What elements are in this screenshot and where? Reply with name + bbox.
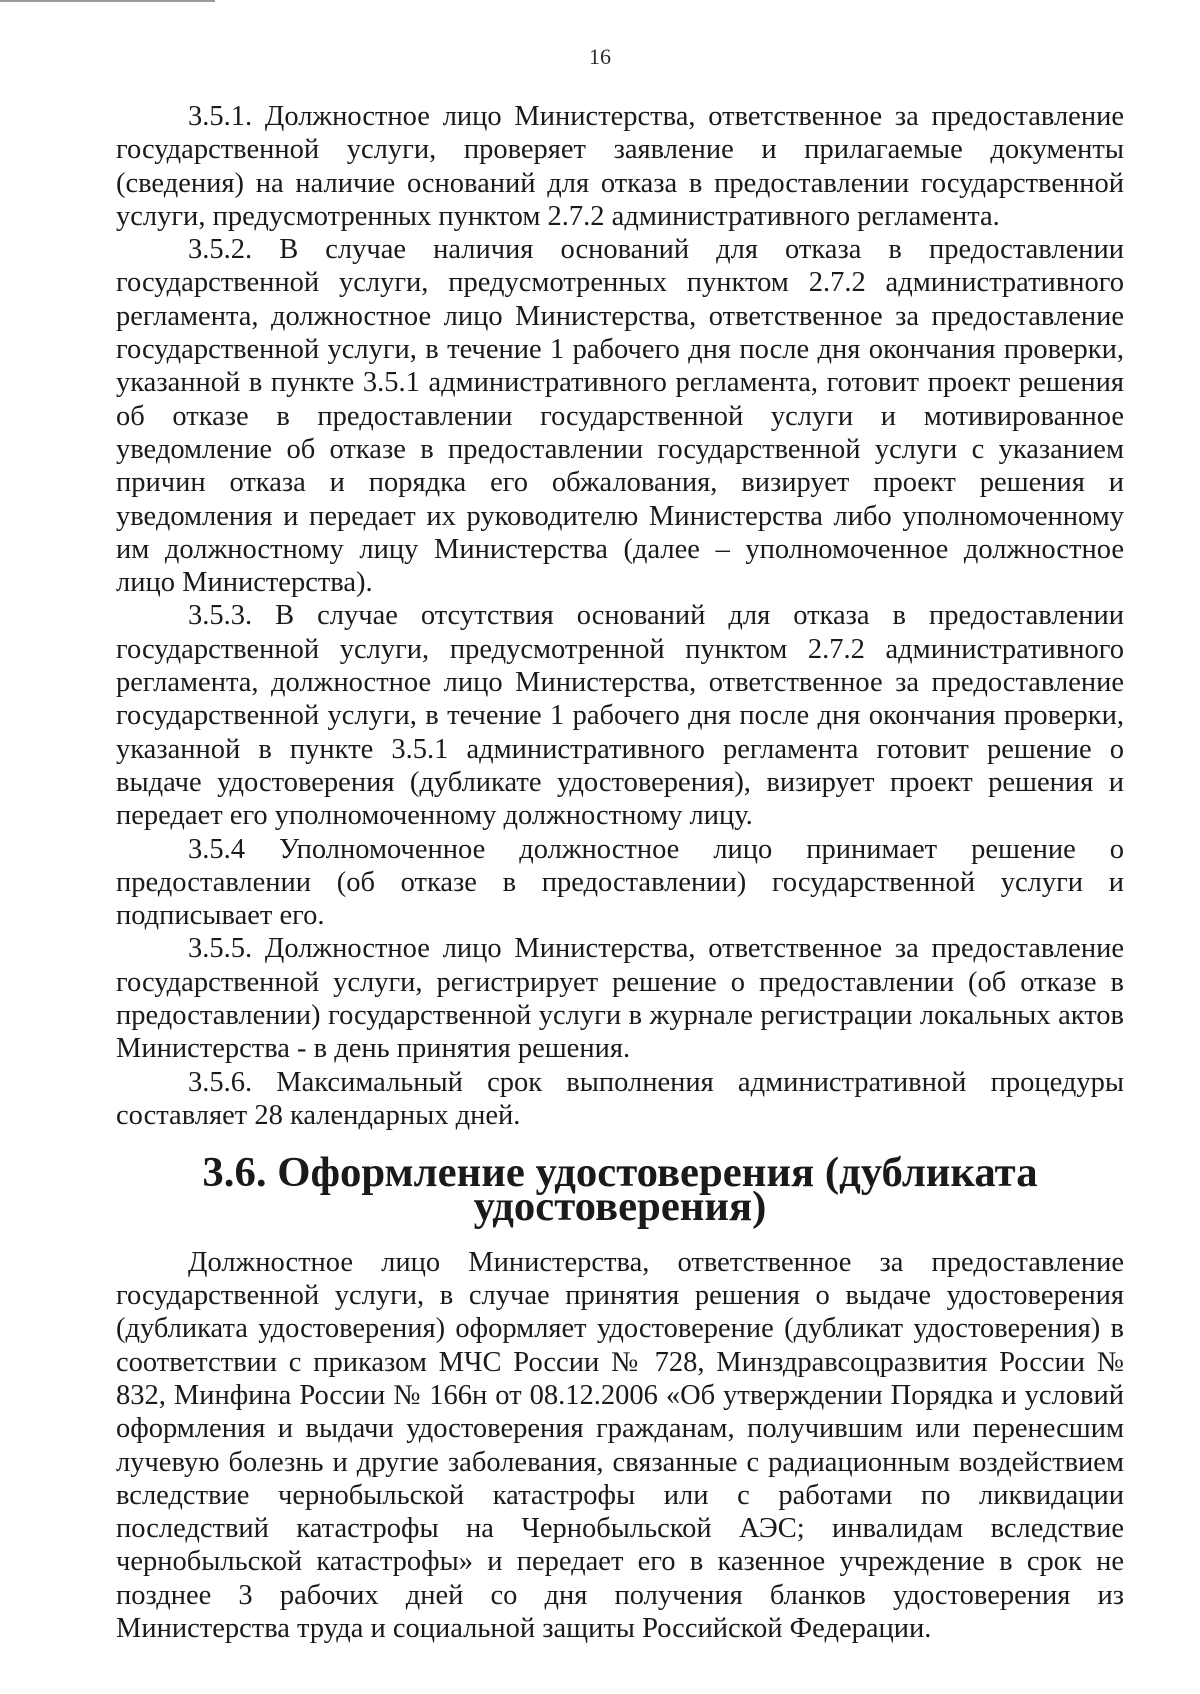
document-body <box>116 100 1124 1645</box>
paragraph-3-5-3: 3.5.3. В случае отсутствия оснований для отказа в предоставлении государственной услуги, предусмотренной пунктом 2.7.2 административного регламента, должностное лицо Министерства, ответственное за предоставление государственной услуги, в течение 1 рабочего дня после дня окончания проверки, указанной в пункте 3.5.1 административного регламента готовит решение о выдаче удостоверения (дубликате удостоверения), визирует проект решения и передает его уполномоченному должностному лицу. <box>116 600 1124 832</box>
paragraph-3-5-1: 3.5.1. Должностное лицо Министерства, ответственное за предоставление государственной услуги, проверяет заявление и прилагаемые документы (сведения) на наличие оснований для отказа в предоставлении государственной услуги, предусмотренных пунктом 2.7.2 административного регламента. <box>116 101 1124 232</box>
page-number: 16 <box>589 44 611 69</box>
paragraph-3-5-4: 3.5.4 Уполномоченное должностное лицо принимает решение о предоставлении (об отказе в предоставлении) государственной услуги и подписывает его. <box>116 833 1124 932</box>
section-heading-3-6: 3.6. Оформление удостоверения (дубликата удостоверения) <box>202 1149 1038 1230</box>
paragraph-3-5-5: 3.5.5. Должностное лицо Министерства, ответственное за предоставление государственной услуги, регистрирует решение о предоставлении (об отказе в предоставлении) государственной услуги в журнале регистрации локальных актов Министерства - в день принятия решения. <box>116 933 1124 1065</box>
paragraph-3-6-body: Должностное лицо Министерства, ответственное за предоставление государственной услуги, в случае принятия решения о выдаче удостоверения (дубликата удостоверения) оформляет удостоверение (дубликат удостоверения) в соответствии с приказом МЧС России № 728, Минздравсоцразвития России № 832, Минфина России № 166н от 08.12.2006 «Об утверждении Порядка и условий оформления и выдачи удостоверения гражданам, получившим или перенесшим лучевую болезнь и другие заболевания, связанные с радиационным воздействием вследствие чернобыльской катастрофы или с работами по ликвидации последствий катастрофы на Чернобыльской АЭС; инвалидам вследствие чернобыльской катастрофы» и передает его в казенное учреждение в срок не позднее 3 рабочих дней со дня получения бланков удостоверения из Министерства труда и социальной защиты Российской Федерации. <box>116 1246 1124 1645</box>
paragraph-3-5-6: 3.5.6. Максимальный срок выполнения административной процедуры составляет 28 календарных дней. <box>116 1066 1124 1131</box>
scan-edge-line <box>0 0 215 2</box>
paragraph-3-5-2: 3.5.2. В случае наличия оснований для отказа в предоставлении государственной услуги, предусмотренных пунктом 2.7.2 административного регламента, должностное лицо Министерства, ответственное за предоставление государственной услуги, в течение 1 рабочего дня после дня окончания проверки, указанной в пункте 3.5.1 административного регламента, готовит проект решения об отказе в предоставлении государственной услуги и мотивированное уведомление об отказе в предоставлении государственной услуги с указанием причин отказа и порядка его обжалования, визирует проект решения и уведомления и передает их руководителю Министерства либо уполномоченному им должностному лицу Министерства (далее – уполномоченное должностное лицо Министерства). <box>116 234 1124 599</box>
